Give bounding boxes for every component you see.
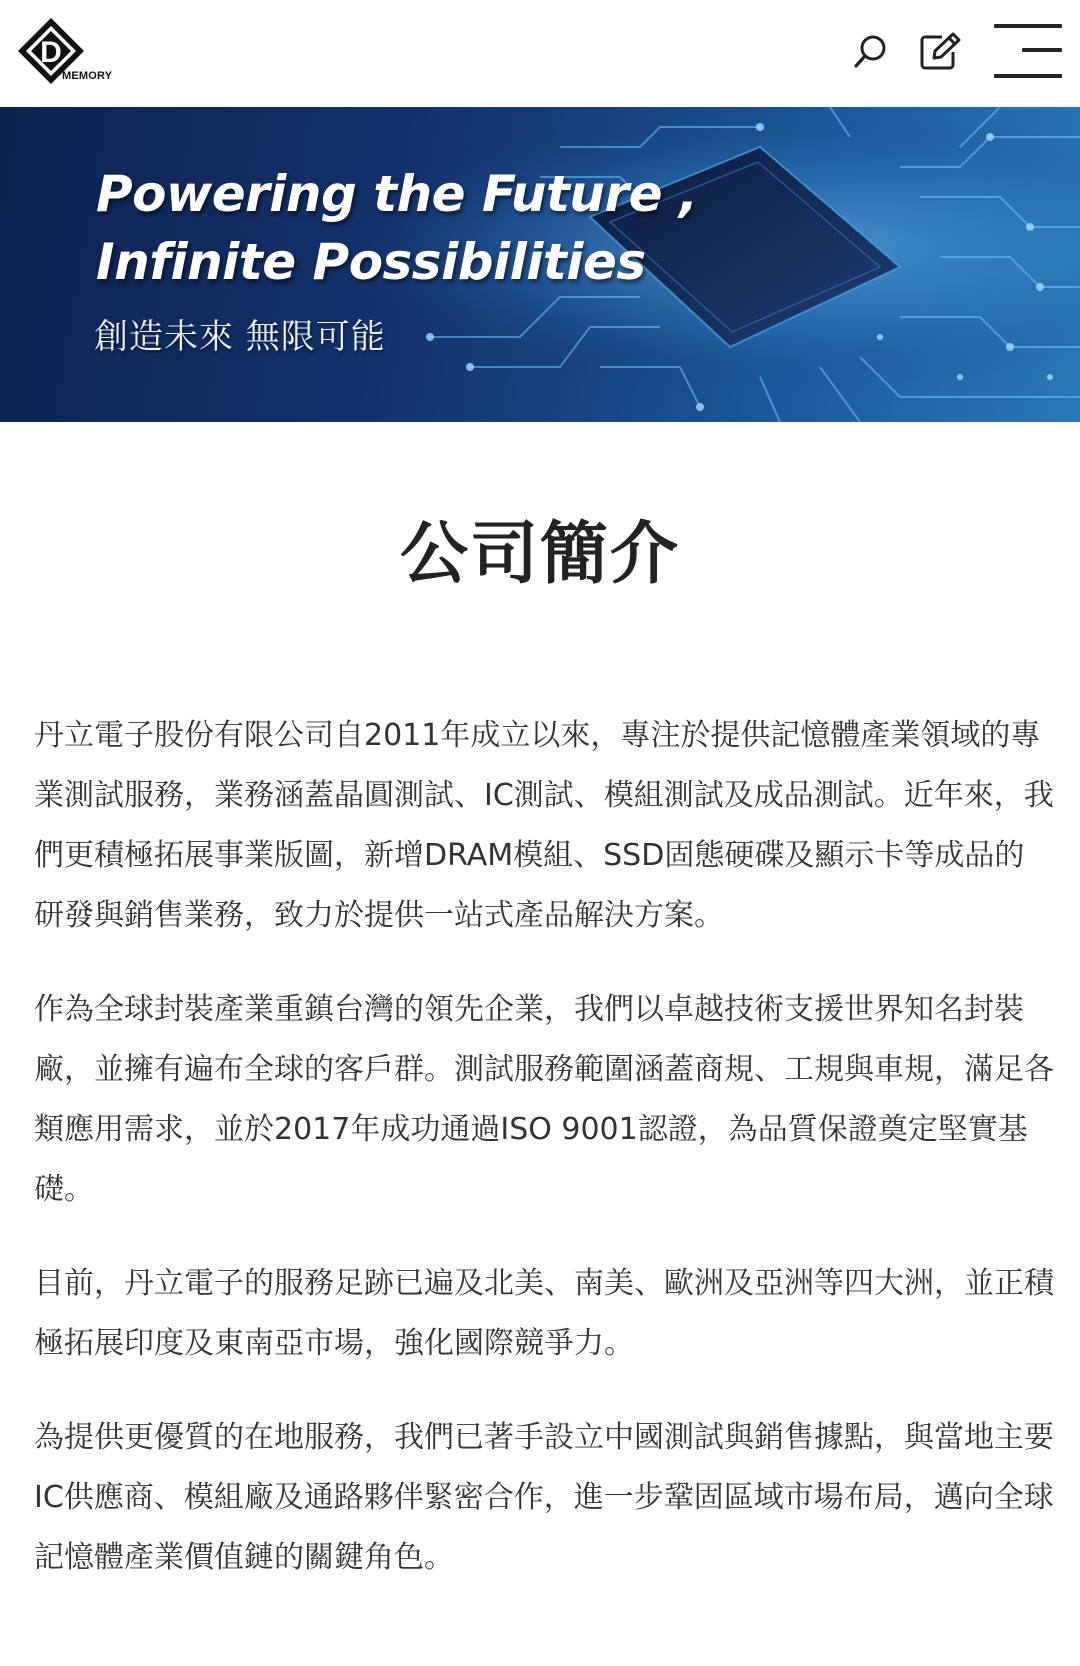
intro-paragraph: 作為全球封裝產業重鎮台灣的領先企業，我們以卓越技術支援世界知名封裝廠，並擁有遍布全球的客戶群。測試服務範圍涵蓋商規、工規與車規，滿足各類應用需求，並於2017年成功通過ISO 9001認證，為品質保證奠定堅實基礎。 <box>34 992 1054 1207</box>
hero-banner <box>0 107 1080 422</box>
site-header <box>0 0 1080 107</box>
banner-headline-line2: Infinite Possibilities <box>96 233 646 291</box>
edit-icon[interactable] <box>920 32 962 70</box>
banner-headline-line1: Powering the Future , <box>96 165 698 223</box>
intro-paragraph: 為提供更優質的在地服務，我們已著手設立中國測試與銷售據點，與當地主要IC供應商、模組廠及通路夥伴緊密合作，進一步鞏固區域市場布局，邁向全球記憶體產業價值鏈的關鍵角色。 <box>34 1420 1054 1575</box>
logo-letter: D <box>40 36 62 69</box>
hamburger-menu-icon[interactable] <box>994 24 1062 80</box>
intro-paragraph: 丹立電子股份有限公司自2011年成立以來，專注於提供記憶體產業領域的專業測試服務，業務涵蓋晶圓測試、IC測試、模組測試及成品測試。近年來，我們更積極拓展事業版圖，新增DRAM模組、SSD固態硬碟及顯示卡等成品的研發與銷售業務，致力於提供一站式產品解決方案。 <box>34 718 1054 933</box>
logo-text: MEMORY <box>62 70 113 82</box>
intro-paragraph: 目前，丹立電子的服務足跡已遍及北美、南美、歐洲及亞洲等四大洲，並正積極拓展印度及東南亞市場，強化國際競爭力。 <box>34 1266 1054 1361</box>
company-introduction <box>34 706 1054 1622</box>
page-title: 公司簡介 <box>399 515 680 594</box>
banner-subheadline: 創造未來 無限可能 <box>94 317 386 357</box>
search-icon[interactable] <box>852 32 890 70</box>
company-logo[interactable] <box>18 18 128 86</box>
